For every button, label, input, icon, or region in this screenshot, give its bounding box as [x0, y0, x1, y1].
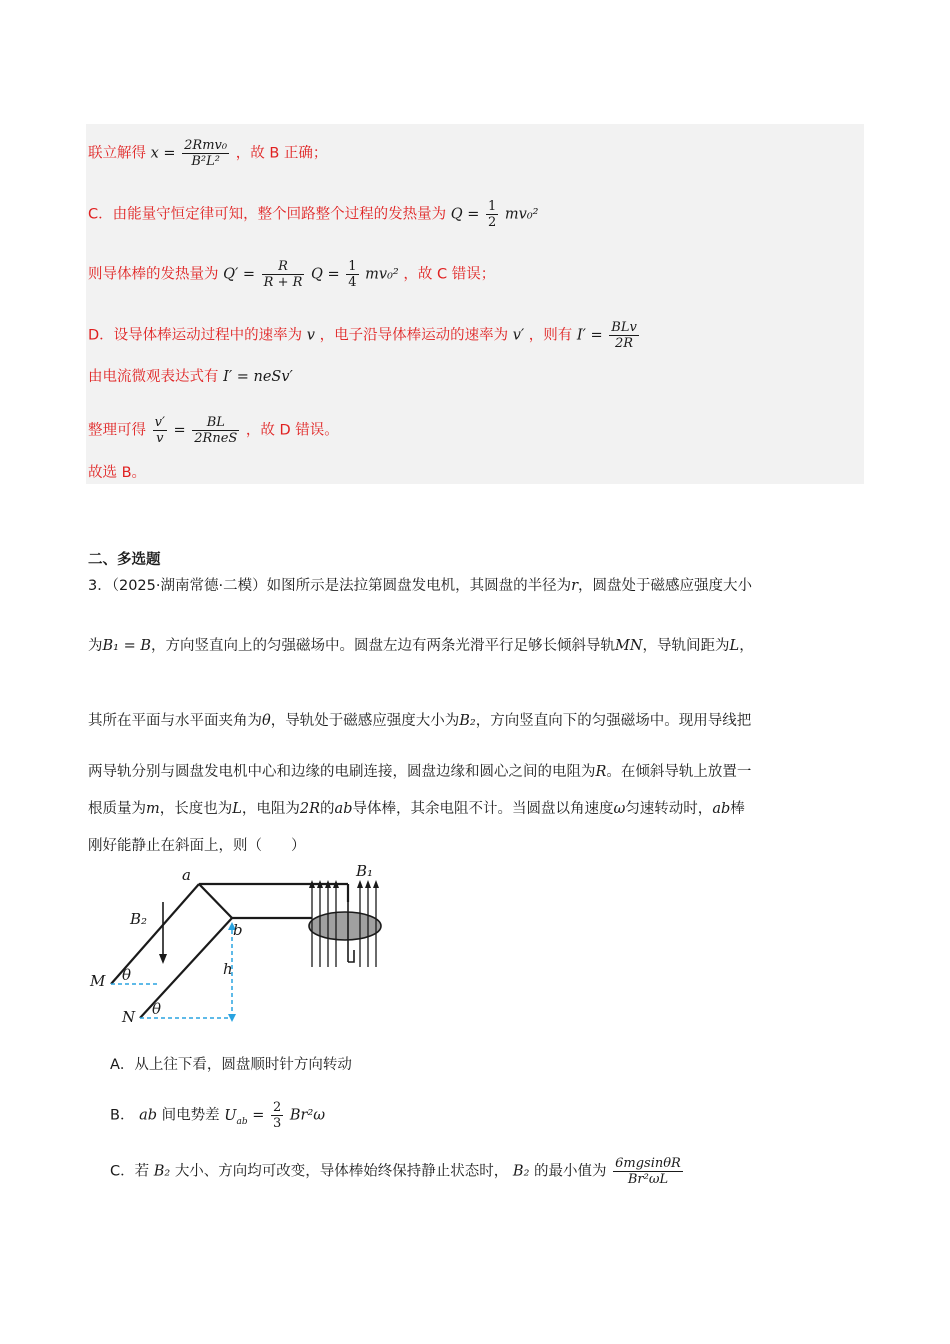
math: B₂ — [512, 1163, 530, 1180]
denominator: v — [156, 431, 164, 446]
math: ab — [139, 1107, 157, 1124]
numerator: 1 — [348, 259, 357, 274]
math: mv₀² — [365, 266, 399, 283]
u-sub: ab — [236, 1116, 248, 1127]
text: C．由能量守恒定律可知，整个回路整个过程的发热量为 — [88, 206, 447, 223]
text: 的 — [320, 801, 335, 817]
numerator: 2Rmv₀ — [184, 138, 228, 153]
math: x = — [150, 145, 176, 162]
denominator: 2RneS — [194, 431, 238, 446]
math: v′ — [512, 327, 525, 344]
numerator: 2 — [272, 1100, 282, 1115]
fraction — [192, 415, 239, 446]
math: mv₀² — [504, 206, 539, 223]
numerator: BLv — [611, 320, 637, 335]
fraction — [262, 259, 305, 290]
math: B₁ = B — [102, 638, 151, 654]
math: = — [252, 1107, 265, 1124]
text: 联立解得 — [88, 145, 146, 162]
text: 两导轨分别与圆盘发电机中心和边缘的电刷连接，圆盘边缘和圆心之间的电阻为 — [88, 764, 596, 780]
math: ab — [712, 801, 731, 817]
text: 其所在平面与水平面夹角为 — [88, 713, 262, 729]
text: ，长度也为 — [159, 801, 233, 817]
text: ，则有 — [528, 327, 573, 344]
math: L — [232, 801, 242, 817]
math: r — [571, 578, 579, 594]
math: L — [729, 638, 740, 654]
denominator: Br²ωL — [627, 1172, 669, 1187]
text: ，故 D 错误。 — [245, 422, 339, 439]
label-theta-1: θ — [122, 966, 132, 984]
denominator: 2 — [488, 215, 497, 230]
text: 为 — [88, 638, 103, 654]
math: Br²ω — [289, 1107, 326, 1124]
option-c — [110, 1156, 685, 1187]
numerator: R — [262, 259, 305, 275]
section-heading: 二、多选题 — [88, 552, 161, 568]
solution-line-5 — [88, 367, 293, 387]
label-b1: B₁ — [356, 862, 374, 880]
math: MN — [615, 638, 643, 654]
fraction — [182, 138, 229, 169]
text: 整理可得 — [88, 422, 146, 439]
fraction — [346, 259, 358, 290]
denominator: 4 — [348, 275, 357, 290]
solution-line-2 — [88, 199, 538, 230]
math: m — [146, 801, 160, 817]
label-b: b — [233, 921, 243, 939]
numerator: 6mgsinθR — [615, 1156, 681, 1171]
question-line-1 — [88, 574, 752, 595]
solution-line-4 — [88, 320, 641, 351]
math: 2R — [299, 801, 321, 817]
question-line-3 — [88, 709, 751, 730]
math: B₂ — [153, 1163, 171, 1180]
solution-box — [86, 124, 864, 484]
solution-line-7: 故选 B。 — [88, 465, 147, 481]
text: B． — [110, 1107, 135, 1124]
question-line-4 — [88, 760, 751, 781]
math: I′ = — [576, 327, 603, 344]
question-line-2 — [88, 634, 754, 655]
label-theta-2: θ — [152, 1000, 162, 1018]
fraction — [153, 415, 167, 446]
math: ab — [334, 801, 353, 817]
text: 。在倾斜导轨上放置一 — [606, 764, 752, 780]
label-m: M — [90, 972, 106, 990]
text: ， — [739, 638, 754, 654]
fraction — [486, 199, 498, 230]
text: 根质量为 — [88, 801, 146, 817]
text: 大小、方向均可改变，导体棒始终保持静止状态时， — [174, 1163, 509, 1180]
math: ω — [613, 801, 626, 817]
ab-rod — [199, 884, 232, 918]
text: ，圆盘处于磁感应强度大小 — [578, 578, 753, 594]
h-arrow-down — [228, 1014, 236, 1022]
option-a: A．从上往下看，圆盘顺时针方向转动 — [110, 1057, 352, 1073]
numerator: BL — [192, 415, 239, 431]
denominator: 3 — [272, 1116, 282, 1131]
question-line-6: 刚好能静止在斜面上，则（ ） — [88, 838, 306, 854]
fraction — [609, 320, 639, 351]
text: ，故 C 错误； — [403, 266, 496, 283]
math: θ — [262, 713, 271, 729]
label-h: h — [223, 960, 233, 978]
text: ，电子沿导体棒运动的速率为 — [319, 327, 509, 344]
solution-line-1 — [88, 138, 327, 169]
text: D．设导体棒运动过程中的速率为 — [88, 327, 303, 344]
label-n: N — [122, 1008, 136, 1026]
text: 导体棒，其余电阻不计。当圆盘以角速度 — [352, 801, 614, 817]
question-line-5 — [88, 797, 745, 818]
b2-arrow — [159, 902, 167, 964]
math: B₂ — [459, 713, 476, 729]
text: ，方向竖直向下的匀强磁场中。现用导线把 — [475, 713, 752, 729]
text: 棒 — [730, 801, 745, 817]
text: 3．（2025·湖南常德·二模）如图所示是法拉第圆盘发电机，其圆盘的半径为 — [88, 578, 572, 594]
text: ，电阻为 — [241, 801, 300, 817]
text: ，导轨处于磁感应强度大小为 — [270, 713, 460, 729]
text: C．若 — [110, 1163, 150, 1180]
text: ，导轨间距为 — [642, 638, 730, 654]
text: ，方向竖直向上的匀强磁场中。圆盘左边有两条光滑平行足够长倾斜导轨 — [151, 638, 615, 654]
math: R — [595, 764, 607, 780]
text: 则导体棒的发热量为 — [88, 266, 219, 283]
numerator: 1 — [488, 199, 497, 214]
text: 匀速转动时， — [625, 801, 713, 817]
fraction — [271, 1100, 283, 1131]
text: 间电势差 — [161, 1107, 220, 1124]
disk-generator-figure — [86, 862, 386, 1032]
math — [224, 1107, 248, 1127]
text: ，故 B 正确； — [235, 145, 328, 162]
math: v — [306, 327, 315, 344]
math: Q = — [450, 206, 480, 223]
denominator: 2R — [615, 336, 634, 351]
text: 由电流微观表达式有 — [88, 369, 219, 385]
math: I′ = neSv′ — [223, 369, 293, 385]
solution-line-3 — [88, 259, 495, 290]
math: = — [173, 422, 186, 439]
option-b — [110, 1100, 325, 1131]
denominator: R + R — [263, 275, 303, 290]
fraction — [613, 1156, 683, 1187]
label-a: a — [182, 866, 191, 884]
u: U — [224, 1107, 237, 1124]
solution-line-6 — [88, 415, 339, 446]
label-b2: B₂ — [130, 910, 148, 928]
text: 的最小值为 — [534, 1163, 607, 1180]
numerator: v′ — [154, 415, 165, 430]
math: Q′ = — [223, 266, 256, 283]
math: Q = — [311, 266, 340, 283]
denominator: B²L² — [191, 154, 220, 169]
